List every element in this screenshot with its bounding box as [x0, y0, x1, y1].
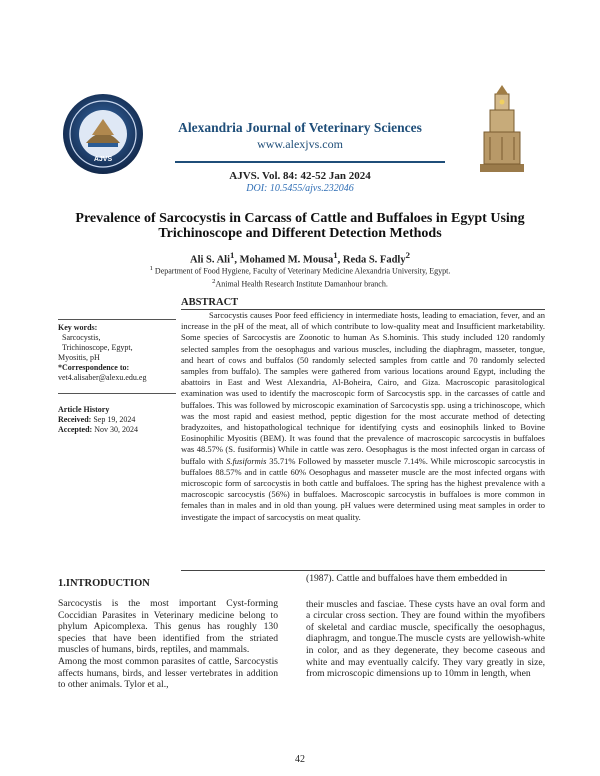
abstract-bottom-rule — [181, 570, 545, 571]
author-name: Reda S. Fadly — [342, 254, 406, 266]
received-label: Received: — [58, 415, 92, 424]
sidebar-rule — [58, 393, 176, 394]
introduction-heading: 1.INTRODUCTION — [58, 578, 150, 589]
author-affiliation-mark: 1 — [333, 250, 338, 260]
intro-paragraph: Sarcocystis is the most important Cyst-forming Coccidian Parasites in Veterinary medicine belong to phylum Apicomplexa. This genus has roughly 130 species that have been identified from the striated muscles of humans, birds, reptiles, and mammals. — [58, 598, 278, 656]
journal-url[interactable]: www.alexjvs.com — [257, 137, 343, 151]
accepted-date: Nov 30, 2024 — [94, 425, 138, 434]
page-number: 42 — [295, 754, 305, 765]
issue-info: AJVS. Vol. 84: 42-52 Jan 2024 — [229, 170, 371, 182]
affiliation-1: $^1$ Department of Food Hygiene, Faculty of Veterinary Medicine Alexandria University, Egypt. — [149, 265, 451, 276]
species-name: S.fusiformis — [226, 455, 267, 466]
keyword-item: Trichinoscope, Egypt, — [62, 343, 133, 352]
svg-text:AJVS: AJVS — [93, 156, 113, 163]
title-line-2: Trichinoscope and Different Detection Methods — [158, 226, 442, 241]
sidebar-rule — [58, 319, 176, 320]
journal-name: Alexandria Journal of Veterinary Sciences — [178, 120, 422, 135]
abstract-body: Sarcocystis causes Poor feed efficiency in intermediate hosts, leading to emaciation, fever, and an increase in the pH of the meat, all of which contribute to low-quality meat and Insufficient marketability. Some species of Sarcocystis are Zoonotic to human As S.hominis. This study included 120 randomly selected samples from the oesophagus and various muscles, including the diaphragm, masseter, tongue, and heart of cows and buffalos (50 randomly selected samples from cattle and 70 randomly selected samples from buffalo). The samples were gathered from various locations around Egypt, including the abattoirs in East and West Alexandria, Al-Boheira, Cairo, and Giza. Macroscopic parasitological examination was used to identify the macroscopic form of Sarcocystis spp. in the carcasses of cattle and buffaloes. This was followed by microscopic examination of Sarcocystis spp. using a trichinoscope, which was the most rapid and easiest method, peptic digestion for the most accurate method of detecting bradyzoites, and histopathological technique for identifying cysts and eosinophils linked to Bovine Eosinophilic Myositis (BEM). It was found that the prevalence of macroscopic sarcocystis in buffaloes was 48.57% (S. fusiformis) While in cattle was zero. Oesophagus is the most infected organ in carcass of buffalo with S.fusiformis 35.71% Followed by masseter muscle 7.14%. While microscopic sarcocystis in buffaloes 88.57% and in cattle 60% Oesophagus and masseter muscle are the most infected organs with microscopic form of sarcocystis in both cattle and buffaloes. The spring has the highest prevalence with a macroscopic sarcocystis (56%) in buffaloes. Macroscopic sarcocystis in buffaloes is more common in females than in males and in old than young. pH values were determined using meat samples in order to investigate the impact of sarcocystis on meat quality. — [181, 310, 545, 522]
keyword-item: Sarcocystis, — [62, 333, 101, 342]
article-history-block — [58, 405, 176, 435]
title-line-1: Prevalence of Sarcocystis in Carcass of Cattle and Buffaloes in Egypt Using — [75, 211, 525, 226]
author-affiliation-mark: 2 — [405, 250, 410, 260]
intro-left-column — [58, 598, 278, 691]
intro-paragraph: Among the most common parasites of cattle, Sarcocystis affects humans, birds, and lesser vertebrates in addition to other animals. Tylor et al., — [58, 655, 278, 691]
correspondence-label: *Correspondence to: — [58, 363, 130, 372]
doi-link[interactable]: DOI: 10.5455/ajvs.232046 — [246, 183, 354, 194]
header-rule — [175, 161, 445, 163]
keywords-block — [58, 323, 176, 383]
accepted-label: Accepted: — [58, 425, 93, 434]
keywords-label: Key words: — [58, 323, 98, 332]
intro-right-column — [306, 573, 545, 680]
intro-paragraph: (1987). Cattle and buffaloes have them embedded in — [306, 573, 508, 584]
author-list: Ali S. Ali$^1$, Mohamed M. Mousa$^1$, Reda S. Fadly$^2$ — [190, 250, 410, 266]
affiliation-2: $^2$Animal Health Research Institute Damanhour branch. — [212, 278, 388, 289]
history-label: Article History — [58, 405, 110, 414]
correspondence-email[interactable]: vet4.alisaber@alexu.edu.eg — [58, 373, 147, 382]
author-name: Ali S. Ali — [190, 254, 230, 266]
abstract-heading: ABSTRACT — [181, 297, 239, 308]
author-name: Mohamed M. Mousa — [239, 254, 334, 266]
keyword-item: Myositis, pH — [58, 353, 100, 362]
author-affiliation-mark: 1 — [230, 250, 235, 260]
paper-title — [40, 211, 560, 241]
received-date: Sep 19, 2024 — [93, 415, 136, 424]
intro-paragraph: their muscles and fasciae. These cysts have an oval form and a circular cross section. They are found within the myofibers of skeletal and cardiac muscle, specifically the oesophagus, diaphragm, and tongue.The muscle cysts are yellowish-white in color, and as they degenerate, they become caseous and white and may eventually calcify. They vary greatly in size, from microscopic dimensions up to 10mm in length, when — [306, 598, 545, 680]
